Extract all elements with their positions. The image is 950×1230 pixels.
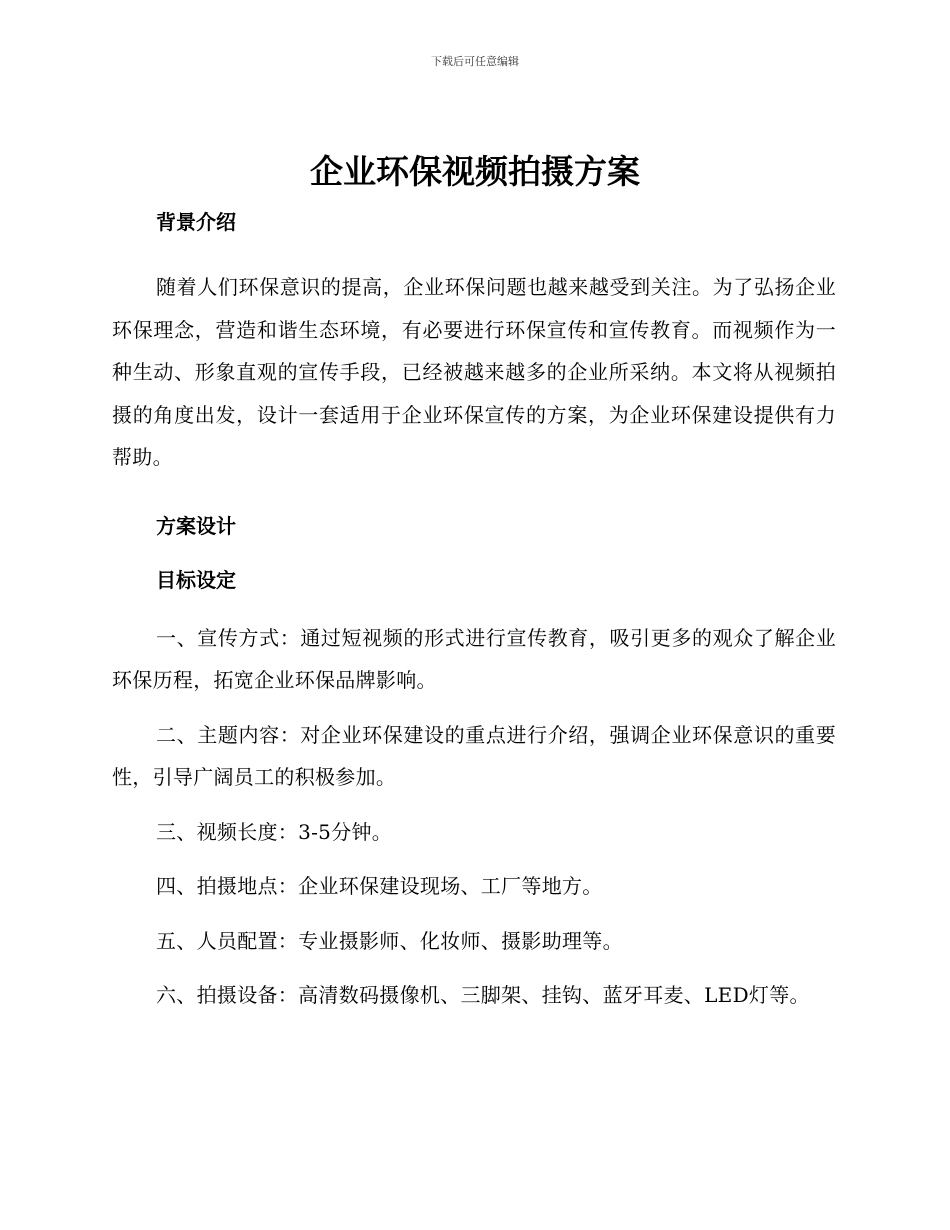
goal-item: 二、主题内容：对企业环保建设的重点进行介绍，强调企业环保意识的重要性，引导广阔员工的积极参加。 bbox=[112, 722, 836, 789]
background-paragraph: 随着人们环保意识的提高，企业环保问题也越来越受到关注。为了弘扬企业环保理念，营造和谐生态环境，有必要进行环保宣传和宣传教育。而视频作为一种生动、形象直观的宣传手段，已经被越来越多的企业所采纳。本文将从视频拍摄的角度出发，设计一套适用于企业环保宣传的方案，为企业环保建设提供有力帮助。 bbox=[112, 275, 836, 469]
section-heading-background: 背景介绍 bbox=[156, 210, 236, 234]
section-heading-goals: 目标设定 bbox=[156, 567, 236, 592]
document-body bbox=[112, 202, 836, 1017]
goal-item: 三、视频长度：3-5分钟。 bbox=[156, 819, 393, 844]
section-heading-plan: 方案设计 bbox=[156, 513, 236, 538]
goal-item: 六、拍摄设备：高清数码摄像机、三脚架、挂钩、蓝牙耳麦、LED灯等。 bbox=[156, 983, 810, 1007]
page-header-note: 下载后可任意编辑 bbox=[431, 55, 519, 68]
document-title: 企业环保视频拍摄方案 bbox=[310, 152, 640, 191]
goal-item: 四、拍摄地点：企业环保建设现场、工厂等地方。 bbox=[156, 874, 603, 898]
goal-item: 五、人员配置：专业摄影师、化妆师、摄影助理等。 bbox=[156, 928, 623, 953]
goal-item: 一、宣传方式：通过短视频的形式进行宣传教育，吸引更多的观众了解企业环保历程，拓宽企业环保品牌影响。 bbox=[112, 625, 836, 692]
